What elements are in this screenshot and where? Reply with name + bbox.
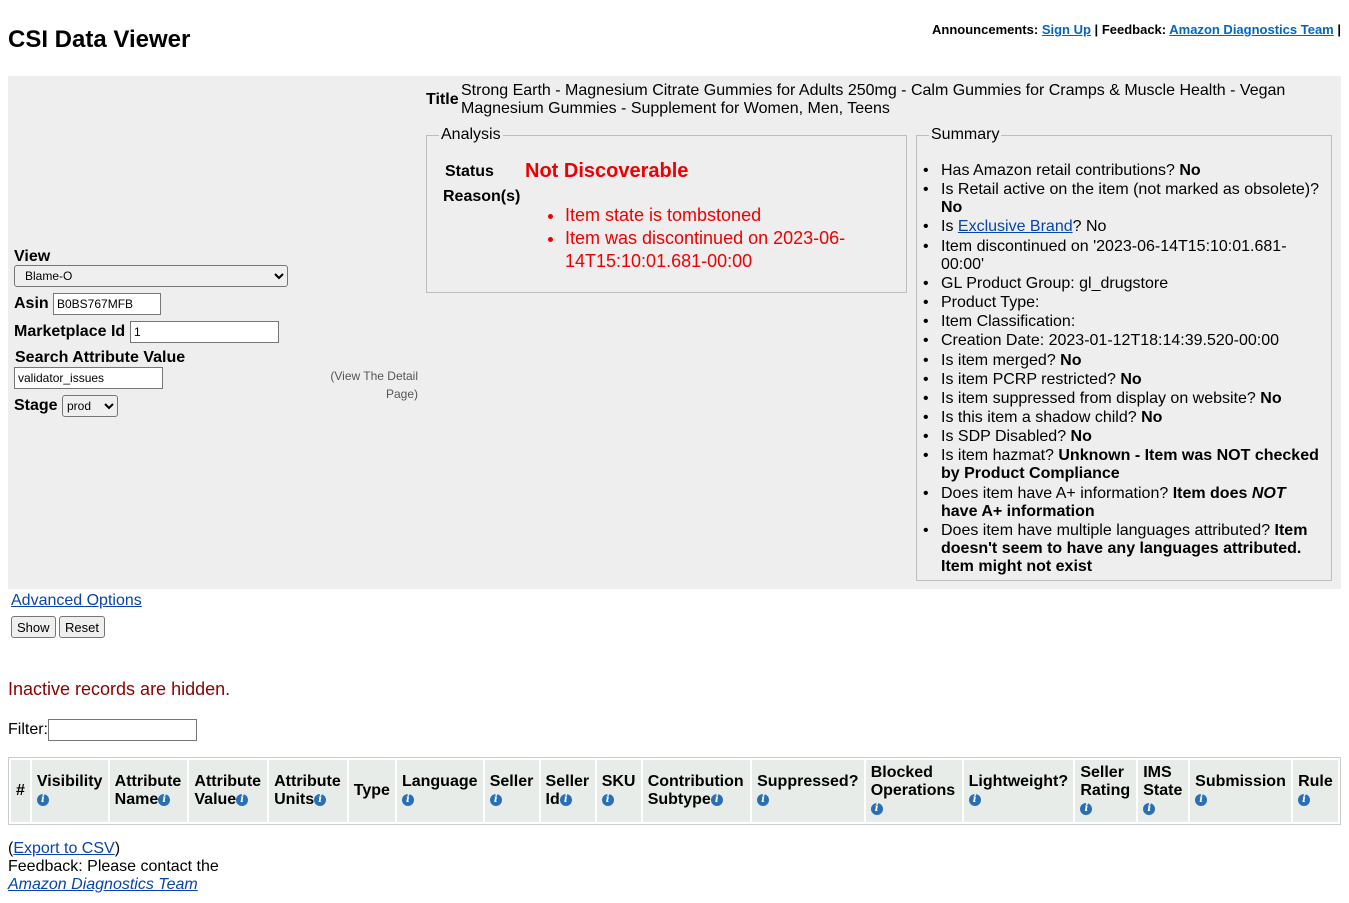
column-header-label: IMS State (1143, 764, 1183, 799)
info-icon[interactable]: i (37, 794, 49, 806)
column-header-label: Rule (1298, 773, 1333, 790)
column-header[interactable] (597, 760, 641, 822)
column-header[interactable] (11, 760, 30, 822)
column-header[interactable] (1293, 760, 1338, 822)
marketplace-input[interactable] (130, 321, 279, 343)
reset-button[interactable]: Reset (59, 616, 105, 638)
inactive-records-message: Inactive records are hidden. (8, 679, 231, 699)
column-header-label: Type (353, 782, 390, 799)
summary-item: • Item Classification: (933, 313, 1325, 331)
stage-select[interactable] (62, 395, 118, 417)
records-table (8, 757, 1341, 825)
item-title: Strong Earth - Magnesium Citrate Gummies for Adults 250mg - Calm Gummies for Cramps & Muscle Health - Vegan Magnesium Gummies - Supplement for Women, Men, Teens (461, 82, 1286, 117)
summary-item: • Does item have A+ information? Item does NOT have A+ information (933, 485, 1325, 521)
main-panel (8, 76, 1341, 589)
column-header[interactable] (1075, 760, 1136, 822)
export-line: (Export to CSV) (8, 840, 121, 857)
column-header[interactable] (397, 760, 483, 822)
column-header[interactable] (541, 760, 595, 822)
summary-item: • Does item have multiple languages attributed? Item doesn't seem to have any languages attributed. Item might not exist (933, 522, 1325, 576)
column-header-label: Seller Rating (1080, 764, 1131, 799)
search-attribute-label: Search Attribute Value (15, 349, 186, 366)
view-detail-link[interactable]: (View The Detail Page) (330, 369, 418, 401)
column-header[interactable] (269, 760, 347, 822)
info-icon[interactable]: i (602, 794, 614, 806)
footer-feedback-text: Feedback: Please contact the (8, 858, 219, 875)
column-header-label: Submission (1195, 773, 1286, 790)
column-header[interactable] (866, 760, 962, 822)
summary-item: • GL Product Group: gl_drugstore (933, 275, 1325, 293)
column-header-label: Blocked Operations (870, 764, 956, 799)
asin-input[interactable] (53, 293, 161, 315)
summary-list (923, 162, 1325, 577)
page-title: CSI Data Viewer (8, 26, 191, 53)
column-header-label: Lightweight? (968, 773, 1069, 790)
column-header-label: SKU (601, 773, 636, 790)
column-header-label: Attribute Value (194, 773, 262, 808)
exclusive-brand-link[interactable]: Exclusive Brand (957, 218, 1073, 236)
info-icon[interactable]: i (314, 794, 326, 806)
info-icon[interactable]: i (969, 794, 981, 806)
table-header-row (11, 760, 1338, 822)
status-label: Status (445, 163, 494, 180)
stage-label: Stage (14, 397, 58, 414)
filter-input[interactable] (48, 719, 197, 741)
info-icon[interactable]: i (1143, 803, 1155, 815)
column-header-label: Attribute Name (114, 773, 182, 808)
info-icon[interactable]: i (560, 794, 572, 806)
info-icon[interactable]: i (490, 794, 502, 806)
column-header[interactable] (110, 760, 188, 822)
filter-label: Filter: (8, 721, 48, 738)
status-value: Not Discoverable (525, 160, 689, 182)
footer-diagnostics-team-link[interactable]: Amazon Diagnostics Team (8, 876, 198, 893)
asin-label: Asin (14, 295, 49, 312)
summary-item: • Is item suppressed from display on website? No (933, 390, 1325, 408)
summary-item: • Is Retail active on the item (not marked as obsolete)? No (933, 181, 1325, 217)
view-select[interactable] (14, 265, 288, 287)
info-icon[interactable]: i (236, 794, 248, 806)
info-icon[interactable]: i (871, 803, 883, 815)
reasons-list (547, 204, 865, 273)
column-header[interactable] (189, 760, 267, 822)
column-header-label: Suppressed? (757, 773, 859, 790)
diagnostics-team-link[interactable]: Amazon Diagnostics Team (1169, 22, 1334, 37)
header-links (932, 22, 1341, 37)
info-icon[interactable]: i (1298, 794, 1310, 806)
column-header[interactable] (32, 760, 108, 822)
column-header[interactable] (964, 760, 1074, 822)
signup-link[interactable]: Sign Up (1041, 22, 1091, 37)
header-trailing-separator: | (1337, 22, 1341, 37)
summary-panel (916, 126, 1332, 581)
column-header[interactable] (349, 760, 395, 822)
summary-item: • Has Amazon retail contributions? No (933, 162, 1325, 180)
info-icon[interactable]: i (158, 794, 170, 806)
marketplace-label: Marketplace Id (14, 323, 126, 340)
summary-item: • Item discontinued on '2023-06-14T15:10:01.681-00:00' (933, 238, 1325, 274)
summary-item: • Creation Date: 2023-01-12T18:14:39.520-00:00 (933, 332, 1325, 350)
column-header-label: Contribution Subtype (647, 773, 744, 808)
column-header[interactable] (1190, 760, 1291, 822)
column-header[interactable] (643, 760, 750, 822)
header-separator: | (1094, 22, 1099, 37)
column-header-label: Language (401, 773, 478, 790)
view-label: View (14, 248, 51, 265)
summary-item: • Is item merged? No (933, 352, 1325, 370)
column-header-label: Attribute Units (274, 773, 341, 808)
reason-item: • Item state is tombstoned (565, 204, 865, 227)
announcements-label: Announcements: (932, 22, 1039, 37)
title-label: Title (426, 91, 459, 108)
info-icon[interactable]: i (1195, 794, 1207, 806)
column-header-label: Seller (489, 773, 534, 790)
search-attribute-input[interactable] (14, 367, 163, 389)
analysis-panel (426, 126, 907, 293)
analysis-legend: Analysis (441, 126, 501, 143)
summary-item: • Is item hazmat? Unknown - Item was NOT checked by Product Compliance (933, 447, 1325, 483)
column-header[interactable] (485, 760, 539, 822)
column-header-label: # (16, 782, 25, 799)
reason-item: • Item was discontinued on 2023-06-14T15:10:01.681-00:00 (565, 227, 865, 273)
summary-item: • Product Type: (933, 294, 1325, 312)
summary-legend: Summary (931, 126, 1000, 143)
column-header-label: Visibility (36, 773, 103, 790)
summary-item: • Is Exclusive Brand? No (933, 218, 1325, 236)
feedback-label: Feedback: (1101, 22, 1167, 37)
info-icon[interactable]: i (402, 794, 414, 806)
summary-item: • Is SDP Disabled? No (933, 428, 1325, 446)
column-header[interactable] (1138, 760, 1188, 822)
info-icon[interactable]: i (1080, 803, 1092, 815)
export-csv-link[interactable]: Export to CSV (13, 840, 115, 857)
reasons-label: Reason(s) (443, 188, 521, 205)
summary-item: • Is item PCRP restricted? No (933, 371, 1325, 389)
column-header-label: Seller Id (545, 773, 590, 808)
column-header[interactable] (752, 760, 864, 822)
advanced-options-link[interactable]: Advanced Options (11, 592, 142, 609)
info-icon[interactable]: i (757, 794, 769, 806)
info-icon[interactable]: i (711, 794, 723, 806)
show-button[interactable]: Show (11, 616, 56, 638)
summary-item: • Is this item a shadow child? No (933, 409, 1325, 427)
